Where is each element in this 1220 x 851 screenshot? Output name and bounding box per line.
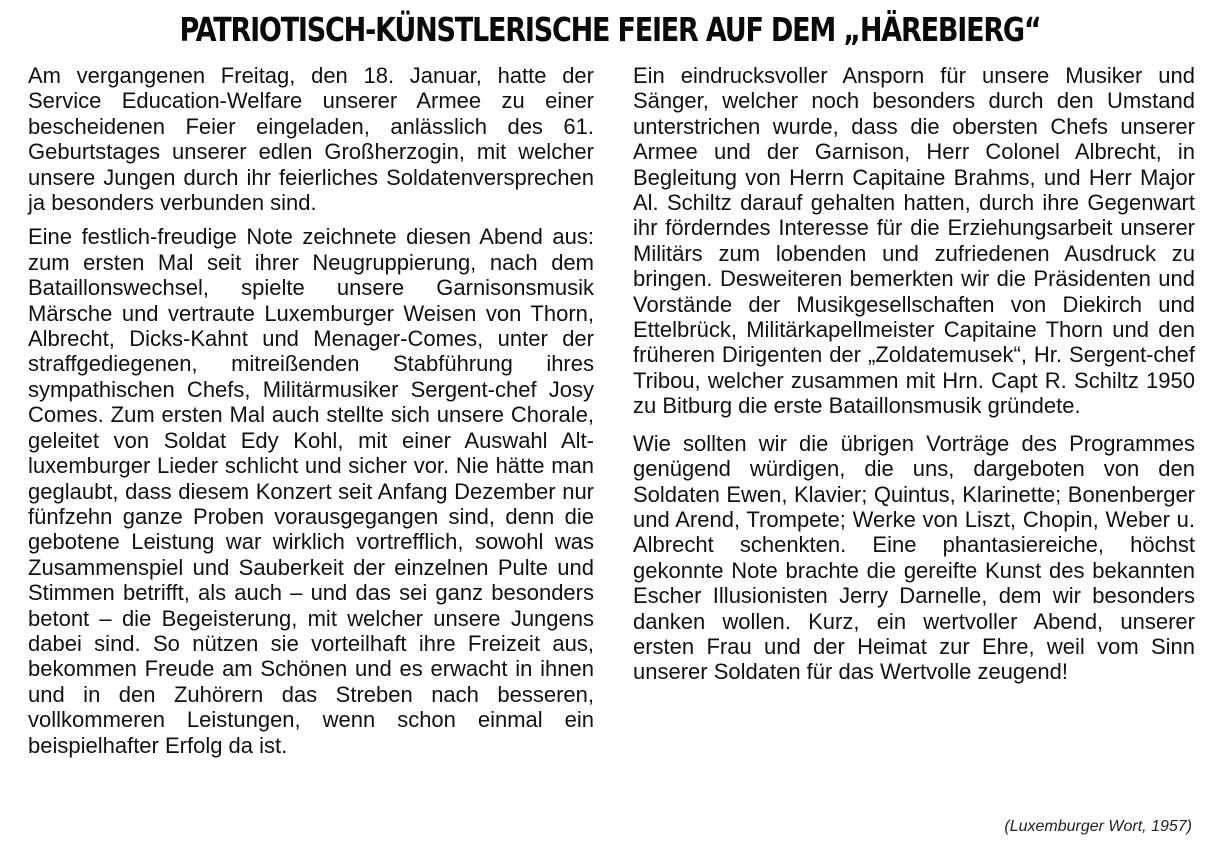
left-column	[28, 63, 594, 767]
source-citation: (Luxemburger Wort, 1957)	[1004, 818, 1192, 835]
paragraph: Ein eindrucksvoller Ansporn für unsere Musiker und Sänger, welcher noch besonders durch den Umstand unterstrichen wurde, dass die obersten Chefs unserer Armee und der Garnison, Herr Colonel Albrecht, in Begleitung von Herrn Capitaine Brahms, und Herr Major Al. Schiltz darauf gehalten hatten, durch ihre Gegenwart ihr förderndes Interesse für die Erziehungsarbeit unserer Militärs zum lobenden und zufriedenen Ausdruck zu bringen. Desweiteren bemerkten wir die Präsidenten und Vorstände der Musikgesellschaften von Diekirch und Ettelbrück, Militärkapellmeister Capitaine Thorn und den früheren Dirigenten der „Zoldatemusek“, Hr. Sergent-chef Tribou, welcher zusammen mit Hrn. Capt R. Schiltz 1950 zu Bitburg die erste Bataillonsmusik gründete.	[633, 63, 1195, 419]
paragraph: Wie sollten wir die übrigen Vorträge des Programmes genügend würdigen, die uns, dargeboten von den Soldaten Ewen, Klavier; Quintus, Klarinette; Bonenberger und Arend, Trompete; Werke von Liszt, Chopin, Weber u. Albrecht schenkten. Eine phantasiereiche, höchst gekonnte Note brachte die gereifte Kunst des bekannten Escher Illusionisten Jerry Darnelle, dem wir besonders danken wollen. Kurz, ein wertvoller Abend, unserer ersten Frau und der Heimat zur Ehre, weil vom Sinn unserer Soldaten für das Wertvolle zeugend!	[633, 430, 1195, 685]
paragraph: Am vergangenen Freitag, den 18. Januar, hatte der Service Education-Welfare unserer Armee zu einer bescheidenen Feier eingeladen, anlässlich des 61. Geburtstages unserer edlen Großherzogin, mit welcher unsere Jungen durch ihr feierliches Soldatenversprechen ja besonders verbunden sind.	[28, 63, 594, 216]
headline: PATRIOTISCH-KÜNSTLERISCHE FEIER AUF DEM „HÄREBIERG“	[179, 10, 1041, 49]
paragraph: Eine festlich-freudige Note zeichnete diesen Abend aus: zum ersten Mal seit ihrer Neugruppierung, nach dem Bataillonswechsel, spielte unsere Garnisonsmusik Märsche und vertraute Luxemburger Weisen von Thorn, Albrecht, Dicks-Kahnt und Menager-Comes, unter der straffgediegenen, mitreißenden Stabführung ihres sympathischen Chefs, Militärmusiker Sergent-chef Josy Comes. Zum ersten Mal auch stellte sich unsere Chorale, geleitet von Soldat Edy Kohl, mit einer Auswahl Altluxemburger Lieder schlicht und sicher vor. Nie hätte man geglaubt, dass diesem Konzert seit Anfang Dezember nur fünfzehn ganze Proben vorausgegangen sind, denn die gebotene Leistung war wirklich vortrefflich, sowohl was Zusammenspiel und Sauberkeit der einzelnen Pulte und Stimmen betrifft, als auch – und das sei ganz besonders betont – die Begeisterung, mit welcher unsere Jungens dabei sind. So nützen sie vorteilhaft ihre Freizeit aus, bekommen Freude am Schönen und es erwacht in ihnen und in den Zuhörern das Streben nach besseren, vollkommeren Leistungen, wenn schon einmal ein beispielhafter Erfolg da ist.	[28, 224, 594, 758]
right-column	[633, 63, 1195, 694]
